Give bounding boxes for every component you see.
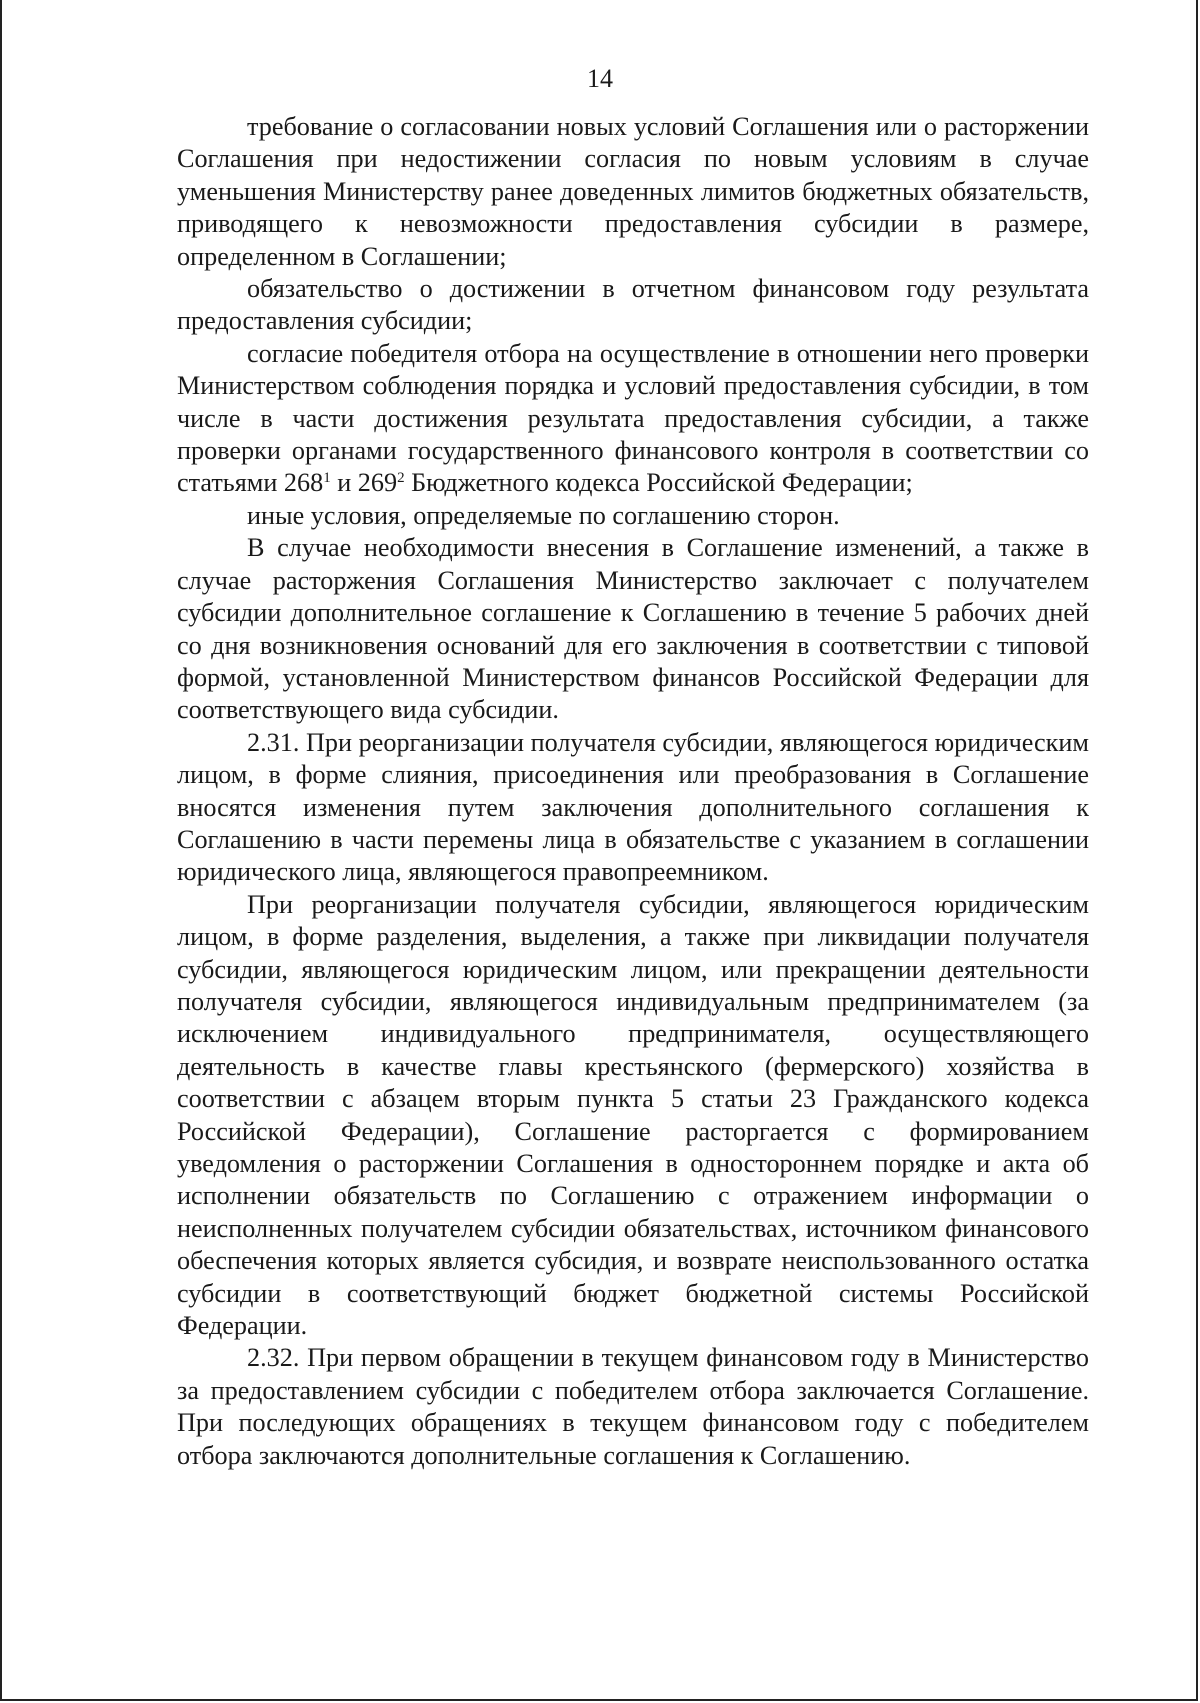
paragraph-inspection-consent	[177, 338, 1089, 500]
paragraph-result-obligation: обязательство о достижении в отчетном финансовом году результата предоставления субсидии;	[177, 274, 1089, 336]
article-superscript-1: 1	[323, 470, 331, 487]
paragraph-other-conditions: иные условия, определяемые по соглашению сторон.	[247, 500, 840, 530]
inspection-consent-text-mid: и 269	[330, 468, 398, 498]
inspection-consent-text-before: согласие победителя отбора на осуществление в отношении него проверки Министерством соблюдения порядка и условий предоставления субсидии, в том числе в части достижения результата предоставления субсидии, а также проверки органами государственного финансового контроля в соответствии со статьями 268	[177, 338, 1089, 498]
page-number: 14	[587, 64, 613, 93]
inspection-consent-text-after: Бюджетного кодекса Российской Федерации;	[404, 468, 913, 498]
paragraph-additional-agreement: В случае необходимости внесения в Соглашение изменений, а также в случае расторжения Соглашения Министерство заключает с получателем субсидии дополнительное соглашение к Соглашению в течение 5 рабочих дней со дня возникновения оснований для его заключения в соответствии с типовой формой, установленной Министерством финансов Российской Федерации для соответствующего вида субсидии.	[177, 533, 1089, 725]
paragraph-2-31: 2.31. При реорганизации получателя субсидии, являющегося юридическим лицом, в форме слияния, присоединения или преобразования в Соглашение вносятся изменения путем заключения дополнительного соглашения к Соглашению в части перемены лица в обязательстве с указанием в соглашении юридического лица, являющегося правопреемником.	[177, 727, 1089, 887]
document-body	[177, 111, 1089, 1472]
paragraph-agreement-change-requirement: требование о согласовании новых условий Соглашения или о расторжении Соглашения при недостижении согласия по новым условиям в случае уменьшения Министерству ранее доведенных лимитов бюджетных обязательств, приводящего к невозможности предоставления субсидии в размере, определенном в Соглашении;	[177, 112, 1089, 271]
article-superscript-2: 2	[397, 470, 405, 487]
paragraph-reorganization-termination: При реорганизации получателя субсидии, являющегося юридическим лицом, в форме разделения, выделения, а также при ликвидации получателя субсидии, являющегося юридическим лицом, или прекращении деятельности получателя субсидии, являющегося индивидуальным предпринимателем (за исключением индивидуального предпринимателя, осуществляющего деятельность в качестве главы крестьянского (фермерского) хозяйства в соответствии с абзацем вторым пункта 5 статьи 23 Гражданского кодекса Российской Федерации), Соглашение расторгается с формированием уведомления о расторжении Соглашения в одностороннем порядке и акта об исполнении обязательств по Соглашению с отражением информации о неисполненных получателем субсидии обязательствах, источником финансового обеспечения которых является субсидия, и возврате неиспользованного остатка субсидии в соответствующий бюджет бюджетной системы Российской Федерации.	[177, 889, 1089, 1341]
paragraph-2-32: 2.32. При первом обращении в текущем финансовом году в Министерство за предоставлением субсидии с победителем отбора заключается Соглашение. При последующих обращениях в текущем финансовом году с победителем отбора заключаются дополнительные соглашения к Соглашению.	[177, 1343, 1089, 1470]
